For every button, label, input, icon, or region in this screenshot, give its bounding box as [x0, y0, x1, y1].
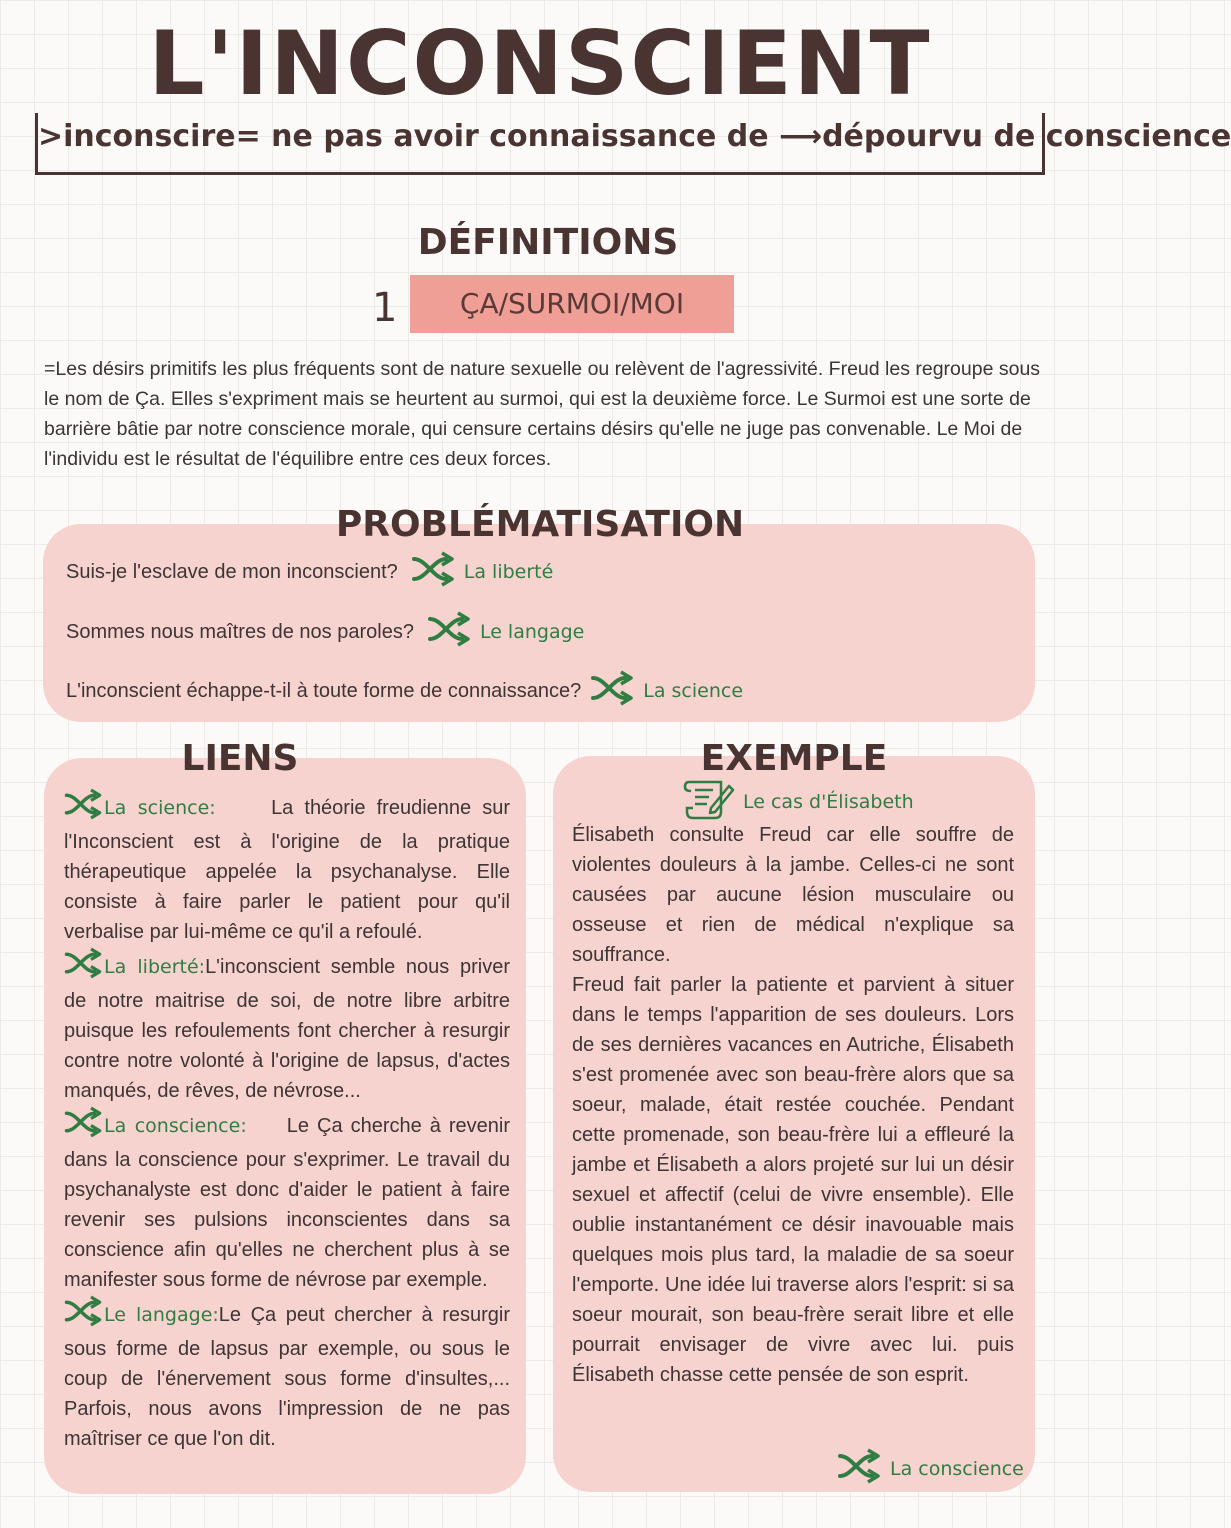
shuffle-icon — [64, 1297, 104, 1334]
question-text: Sommes nous maîtres de nos paroles? — [66, 620, 414, 643]
lien-tag: La science: — [104, 796, 216, 819]
lien-item — [64, 949, 510, 1106]
shuffle-icon — [64, 1108, 104, 1145]
exemple-paragraph: Freud fait parler la patiente et parvient à situer dans le temps l'apparition de ses douleurs. Lors de ses dernières vacances en Autriche, Élisabeth s'est promenée avec son beau-frère alors que sa soeur, malade, était restée couchée. Pendant cette promenade, son beau-frère lui a effleuré la jambe et Élisabeth a alors projeté sur lui un désir sexuel et affectif (celui de vivre ensemble). Elle oublie instantanément ce désir inavouable mais quelques mois plus tard, la maladie de sa soeur l'emporte. Une idée lui traverse alors l'esprit: si sa soeur mourait, son beau-frère serait libre et elle pourrait envisager de vivre avec lui. puis Élisabeth chasse cette pensée de son esprit. — [572, 974, 1014, 1386]
definition-number: 1 — [372, 285, 398, 331]
question-tag: La liberté — [463, 561, 554, 583]
question-text: Suis-je l'esclave de mon inconscient? — [66, 560, 398, 583]
page-title: L'INCONSCIENT — [148, 12, 932, 115]
question-3 — [66, 672, 743, 710]
case-title: Le cas d'Élisabeth — [743, 790, 914, 813]
question-1 — [66, 553, 553, 591]
problematisation-heading: PROBLÉMATISATION — [335, 504, 745, 545]
question-text: L'inconscient échappe-t-il à toute forme de connaissance? — [66, 679, 582, 702]
lien-item — [64, 1108, 510, 1295]
definition-banner: ÇA/SURMOI/MOI — [410, 275, 734, 333]
lien-item — [64, 790, 510, 947]
shuffle-icon — [64, 949, 104, 986]
question-tag: La science — [643, 680, 744, 702]
lien-text: L'inconscient semble nous priver de notre maitrise de soi, de notre libre arbitre puisque les refoulements font chercher à resurgir contre notre volonté à l'origine de lapsus, d'actes manqués, de rêves, de névrose... — [64, 955, 510, 1102]
exemple-heading: EXEMPLE — [700, 738, 888, 779]
exemple-text — [572, 820, 1014, 1390]
case-header — [683, 778, 914, 825]
liens-list — [64, 790, 510, 1454]
lien-text: Le Ça cherche à revenir dans la conscience pour s'exprimer. Le travail du psychanalyste est donc d'aider le patient à faire revenir ses pulsions inconscientes dans sa conscience afin qu'elles ne cherchent plus à se manifester sous forme de névrose par exemple. — [64, 1114, 511, 1291]
liens-heading: LIENS — [181, 738, 299, 779]
shuffle-icon — [591, 672, 635, 710]
shuffle-icon — [412, 553, 456, 591]
subtitle-box — [35, 113, 1231, 175]
shuffle-icon — [838, 1450, 882, 1487]
shuffle-icon — [64, 790, 104, 827]
definition-text: =Les désirs primitifs les plus fréquents sont de nature sexuelle ou relèvent de l'agressivité. Freud les regroupe sous le nom de Ça. Elles s'expriment mais se heurtent au surmoi, qui est la deuxième force. Le Surmoi est une sorte de barrière bâtie par notre conscience morale, qui censure certains désirs qu'elle ne juge pas convenable. Le Moi de l'individu est le résultat de l'équilibre entre ces deux forces. — [44, 358, 1041, 470]
scroll-icon — [683, 778, 735, 825]
shuffle-icon — [428, 613, 472, 651]
exemple-link-tag: La conscience — [890, 1457, 1024, 1480]
exemple-link — [838, 1450, 1024, 1487]
exemple-paragraph: Élisabeth consulte Freud car elle souffre de violentes douleurs à la jambe. Celles-ci ne sont causées par aucune lésion musculaire ou osseuse et rien de médical n'explique sa souffrance. — [572, 824, 1014, 966]
question-2 — [66, 613, 584, 651]
question-tag: Le langage — [479, 621, 585, 643]
lien-tag: Le langage: — [104, 1303, 219, 1326]
lien-tag: La conscience: — [104, 1114, 247, 1137]
subtitle: >inconscire= ne pas avoir connaissance de ⟶dépourvu de conscience — [38, 119, 1231, 154]
lien-tag: La liberté: — [104, 955, 206, 978]
lien-item — [64, 1297, 510, 1454]
lien-text: Le Ça peut chercher à resurgir sous forme de lapsus par exemple, ou sous le coup de l'énervement sous forme d'insultes,... Parfois, nous avons l'impression de ne pas maîtriser ce que l'on dit. — [64, 1303, 510, 1450]
definitions-heading: DÉFINITIONS — [417, 222, 679, 263]
lien-text: La théorie freudienne sur l'Inconscient est à l'origine de la pratique thérapeutique appelée la psychanalyse. Elle consiste à faire parler le patient pour qu'il verbalise par lui-même ce qu'il a refoulé. — [64, 796, 510, 943]
